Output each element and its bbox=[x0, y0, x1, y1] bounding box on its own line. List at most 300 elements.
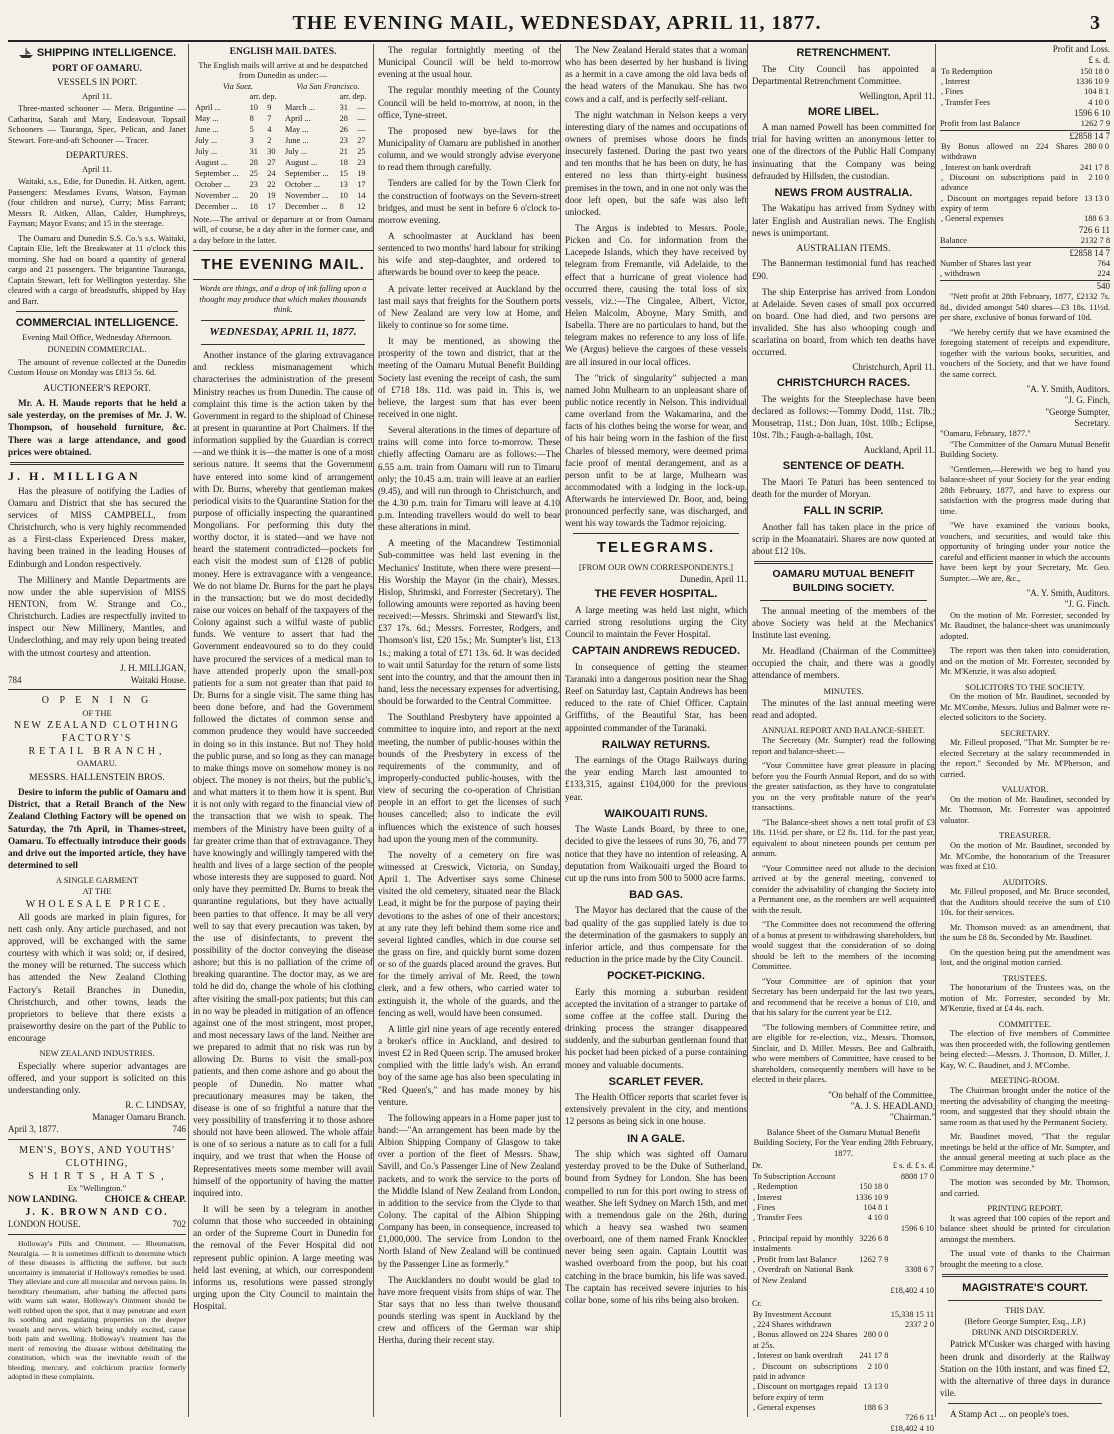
treasurer-heading: TREASURER. bbox=[999, 830, 1051, 841]
cr-label: Cr. bbox=[752, 1299, 763, 1309]
news-para: The regular fortnightly meeting of the Municipal Council will be held to-morrow evening at the usual hour. bbox=[378, 45, 560, 80]
balance-dr-cell bbox=[889, 1203, 935, 1213]
evening-mail-title: THE EVENING MAIL. bbox=[193, 250, 373, 280]
auditor-1: "A. Y. Smith, bbox=[1026, 384, 1075, 395]
mail-date-cell: June ... bbox=[284, 136, 309, 146]
motion-para: The report was then taken into consideration, and on the motion of Mr. Forrester, seconded by Mr. M'Kenzie, it was also adopted. bbox=[940, 646, 1110, 677]
mail-date-cell: August ... bbox=[195, 158, 228, 168]
annual-heading: ANNUAL REPORT AND BALANCE-SHEET. bbox=[762, 725, 925, 736]
mail-date-cell: November ... bbox=[195, 190, 239, 200]
mail-date-cell: April ... bbox=[195, 103, 221, 113]
news-para: The regular monthly meeting of the County Council will be held to-morrow, at noon, in the office, Tyne-street. bbox=[378, 85, 560, 120]
mail-date-cell: 18 bbox=[249, 201, 258, 211]
balance-heading: Balance Sheet of the Oamaru Mutual Benefit Building Society, For the Year ending 28th February, 1877. bbox=[753, 1126, 934, 1158]
oamaru-title: OAMARU. bbox=[77, 758, 117, 769]
hallenstein-name: MESSRS. HALLENSTEIN BROS. bbox=[29, 772, 165, 783]
balance-dr-cell: , Principal repaid by monthly instalments bbox=[753, 1234, 854, 1254]
balance-cr-row bbox=[752, 1362, 935, 1383]
balance-cr-cell bbox=[752, 1424, 858, 1434]
waikouaiti-heading: WAIKOUAITI RUNS. bbox=[604, 807, 708, 820]
printing-heading: PRINTING REPORT. bbox=[987, 1203, 1063, 1214]
mail-date-row bbox=[193, 103, 373, 114]
secretary-heading: SECRETARY. bbox=[1000, 727, 1050, 738]
dunedin-commercial: DUNEDIN COMMERCIAL. bbox=[47, 345, 147, 355]
news-para: The novelty of a cemetery on fire was witnessed at Creswick, Victoria, on Sunday, April 1. The Advertiser says some Chinese visited the old cemetery, situated near the Black Lead, it might be for the purpose of paying their devotions to the ashes of one of their ancestors; at any rate they left behind them some rice and several lighted candles, which in due course set the grass on fire, and quickly burnt some dozen or so of the guards placed around the graves. But for the timely arrival of Mr. Reed, the town clerk, and a few others, who carried water to extinguish it, the whole of the guards, and the fencing as well, would have been consumed. bbox=[378, 849, 560, 1018]
pl-by-sum: 726 6 11 bbox=[1078, 224, 1110, 235]
retrench-heading: RETRENCHMENT. bbox=[796, 47, 891, 59]
arr-dep-2: arr. dep. bbox=[339, 92, 367, 102]
mail-date-cell: 24 bbox=[267, 169, 276, 179]
mail-date-row bbox=[193, 202, 373, 213]
fever-heading: THE FEVER HOSPITAL. bbox=[594, 588, 718, 601]
at-the: AT THE bbox=[82, 886, 112, 897]
balance-cr-cell: , 224 Shares withdrawn bbox=[753, 1320, 832, 1330]
balance-cr-cell bbox=[889, 1403, 935, 1413]
balance-cr-cell: 2 10 0 bbox=[867, 1361, 889, 1371]
secretary-text: Mr. Filleul proposed, "That Mr. Sumpter be re-elected Secretary at the salary recommended in the report." Seconded by Mr. M'Pherson, and carried. bbox=[940, 738, 1110, 779]
pl-cell: , Fines bbox=[941, 87, 964, 97]
mail-date-cell: 8 bbox=[339, 201, 344, 211]
pl-table bbox=[940, 67, 1110, 108]
christchurch-date: Christchurch, April 11. bbox=[852, 362, 935, 373]
pl-row bbox=[940, 67, 1110, 77]
auditors-label: Auditors. bbox=[1076, 384, 1110, 395]
port-title: PORT OF OAMARU. bbox=[52, 63, 142, 74]
report-sig-2: "A. J. S. HEADLAND, bbox=[850, 1101, 935, 1112]
auctioneers-heading: AUCTIONEER'S REPORT. bbox=[43, 383, 151, 394]
balance-cr-cell: 15,338 15 11 bbox=[890, 1309, 934, 1319]
mail-date-cell: 17 bbox=[267, 201, 276, 211]
scrip-heading: FALL IN SCRIP. bbox=[803, 505, 884, 518]
mail-note: Note.—The arrival or departure at or from Oamaru will, of course, be a day after in the former case, and a day before in the latter. bbox=[193, 214, 373, 245]
printing-text: It was agreed that 100 copies of the report and balance sheet should be printed for circulation amongst the members. bbox=[940, 1213, 1110, 1244]
pl-row bbox=[940, 87, 1110, 97]
mail-date-cell: 10 bbox=[249, 103, 258, 113]
hallenstein-ad bbox=[8, 694, 186, 1139]
pocket-heading: POCKET-PICKING. bbox=[607, 970, 705, 983]
pl-by-cell: , Discount on mortgages repaid before expiry of term bbox=[941, 193, 1078, 214]
gas-text: The Mayor has declared that the cause of the bad quality of the gas supplied lately is due to the determination of the gasmakers to supply an inferior article, and thus compensate for the reduction in the price made by the City Council. bbox=[565, 905, 747, 965]
leader-para-1: Another instance of the glaring extravagance and reckless mismanagement which characterises the administration of the present Ministry reaches us from Dunedin. The cause of complaint this time is the action taken by the Government in regard to the shipload of Chinese at present in quarantine at Port Chalmers. If the information supplied by the Guardian is correct—and we think it is—the matter is one of a most serious nature. It seems that the Government have entered into some kind of arrangement with Dr. Burns, whereby that gentleman makes periodical visits to the Quarantine Station for the purpose of officially inspecting the quarantined Mongolians. For performing this duty the worthy doctor, it is stated—and we have not heard the statement contradicted—pockets for each visit the modest sum of £128 of public money. Here is extravagance with a vengeance. We do not blame Dr. Burns for the part he plays in the transaction; but we do most decidedly raise our voices on behalf of the taxpayers of the Colony against such a wilful waste of public funds. We venture to assert that had the Government endeavoured so to do they could have procured the services of a medical man to have attended properly upon the small-pox patients for a sum not greater than that paid to Dr. Burns for a single visit. The same thing has been done before, and had the Government followed the dictates of common sense and common prudence they would have succeeded in doing so in this instance. But no! They hold the public purse, and so long as they can manage to make things move on somehow money is no object. The money is not theirs, but the public's, and what matters it to them how it is spent. But it is not only with regard to the financial view of the transaction that we wish to speak. The members of the Ministry have been guilty of a far greater crime than that of extravagance. They have knowingly and willingly tampered with the health and lives of a large section of the people whose interests they are supposed to guard. Not only have they permitted Dr. Burns to break the quarantine regulations, but they have actually been parties to that offence. It may be all very well to say that every precaution was taken, by the use of disinfectants, to prevent the possibility of the doctor conveying the disease ashore; but this is no palliation of the crime of breaking quarantine. The doctor may, as we are told he did do, change the whole of his clothing after visiting the small-pox patients; but this can in no way be pleaded in mitigation of an offence against one of the most stringent, most proper, and most necessary laws of the land. Neither are we prepared to admit that no risk was run by allowing Dr. Burns to visit the small-pox patients, and then come ashore and go about the people of Dunedin. No matter what precautionary measures may be taken, the disease is one of so frightful a nature that the very possibility of transferring it to those ashore should not have been allowed. The whole affair is one of so serious a nature as to call for a full inquiry, and we trust that when the House of Representatives meets some member will avail himself of the opportunity of having the matter inquired into. bbox=[193, 350, 373, 1198]
balance-dr-cell bbox=[752, 1224, 854, 1234]
balance-dr-row bbox=[752, 1255, 935, 1265]
balance-cr-cell bbox=[889, 1362, 935, 1383]
mail-date-cell: 28 bbox=[249, 158, 258, 168]
hallenstein-text: Desire to inform the public of Oamaru and District, that a Retail Branch of the New Zealand Clothing Factory will be opened on Saturday, the 7th April, in Thames-street, Oamaru. To effectually introduce their goods and drive out the imported article, they have determined to sell bbox=[8, 787, 187, 870]
news-para: It may be mentioned, as showing the prosperity of the town and district, that at the meeting of the Oamaru Mutual Benefit Building Society last evening the receipt of cash, the sum of £718 18s. 11d. was paid in. This is, we believe, the largest sum that has ever been received in one night. bbox=[378, 336, 560, 419]
balance-dr-row bbox=[752, 1265, 935, 1286]
mail-date-cell: 4 bbox=[267, 125, 272, 135]
balance-cr-cell: , Bonus allowed on 224 Shares at 25s. bbox=[753, 1330, 858, 1350]
vessels-date: April 11. bbox=[82, 91, 112, 101]
sumpter-sig: "George Sumpter, bbox=[1045, 406, 1110, 417]
balance-cr-row bbox=[752, 1424, 935, 1434]
pl-by-cell: 13 13 0 bbox=[1084, 193, 1109, 203]
of-the: OF THE bbox=[82, 707, 112, 718]
column-4 bbox=[560, 44, 747, 1417]
via-sf: Via San Francisco. bbox=[296, 81, 360, 91]
mail-date-cell: 27 bbox=[267, 158, 276, 168]
mail-date-cell: May ... bbox=[195, 114, 219, 124]
pl-columns: £ s. d. bbox=[1088, 55, 1110, 66]
gale-heading: IN A GALE. bbox=[627, 1132, 685, 1145]
society-heading: OAMARU MUTUAL BENEFIT BUILDING SOCIETY. bbox=[772, 568, 915, 594]
balance-dr-row bbox=[752, 1203, 935, 1213]
report-para: The Secretary (Mr. Sumpter) read the following report and balance-sheet:— bbox=[752, 736, 935, 756]
commercial-heading: COMMERCIAL INTELLIGENCE. bbox=[15, 317, 179, 330]
mail-date-cell: October ... bbox=[195, 179, 231, 189]
pl-by-row bbox=[940, 142, 1110, 163]
balance-dr-cell: 104 8 1 bbox=[863, 1203, 889, 1213]
mail-date-row bbox=[193, 114, 373, 125]
gale-text: The ship which was sighted off Oamaru yesterday proved to be the Duke of Sutherland, bound from Sydney for London. She has been compelled to run for this port owing to stress of weather. She left Sydney on March 15th, and met with a tremendous gale on the 26th, during which a heavy sea washed two seamen overboard, one of them named Frank Knockler never being seen again. Captain Louttit was washed overboard from the poop, but his coat catching in the brace bumkin, his life was saved. The captain has received severe injuries to his collar bone, some of his ribs being also broken. bbox=[565, 1149, 747, 1305]
masthead-title: THE EVENING MAIL, WEDNESDAY, APRIL 11, 1877. bbox=[292, 12, 822, 34]
minutes-text: The minutes of the last annual meeting were read and adopted. bbox=[752, 697, 935, 720]
own-correspondents: [FROM OUR OWN CORRESPONDENTS.] bbox=[579, 562, 733, 573]
pl-sum: 1596 6 10 bbox=[1074, 107, 1110, 118]
mail-date-cell: December ... bbox=[195, 201, 238, 211]
society-para: Mr. Headland (Chairman of the Committee) occupied the chair, and there was a goodly attendance of members. bbox=[752, 646, 935, 681]
scarlet-heading: SCARLET FEVER. bbox=[608, 1075, 704, 1088]
aus-items-text-2: The ship Enterprise has arrived from London at Adelaide. Seven cases of small pox occurred on board. One had died, and two persons are invalided. She has also whooping cough and scarlatina on board, from which ten deaths have occurred. bbox=[752, 286, 935, 358]
trustees-text: The honorarium of the Trustees was, on the motion of Mr. Forrester, seconded by Mr. M'Kenzie, fixed at £4 4s. each. bbox=[940, 983, 1110, 1014]
vessels-text: Three-masted schooner — Mera. Brigantine — Catharina, Sarah and Mary, Endeavour. Topsail Schooners — Tauranga, Spec, Pelican, and Janet Stewart. Fore-and-aft Schooner — Tracer. bbox=[8, 104, 186, 145]
mail-date-cell: 15 bbox=[339, 169, 348, 179]
brown-name: J. K. BROWN AND CO. bbox=[25, 1207, 169, 1219]
balance-cr-cell bbox=[889, 1351, 935, 1361]
races-heading: CHRISTCHURCH RACES. bbox=[776, 377, 911, 390]
mail-date-cell: March ... bbox=[284, 103, 315, 113]
choice-cheap: CHOICE & CHEAP. bbox=[104, 1194, 186, 1205]
balance-cr-cell: 726 6 11 bbox=[905, 1413, 934, 1423]
balance-cr-row bbox=[752, 1330, 935, 1351]
leader-para-2: It will be seen by a telegram in another column that those who succeeded in obtaining an order of the Supreme Court in Dunedin for the removal of the Fever Hospital did not represent public opinion. A large meeting was held last evening, at which, our correspondent informs us, resolutions were passed strongly urging upon the City Council to maintain the Hospital. bbox=[193, 1203, 373, 1312]
australia-heading: NEWS FROM AUSTRALIA. bbox=[774, 186, 913, 199]
meeting-text: The Chairman brought under the notice of the meeting the advisability of changing the meeting-room, and suggested that they should obtain the same room as that used by the Permanent Society. bbox=[940, 1086, 1110, 1127]
cr-table bbox=[752, 1310, 935, 1434]
committee-heading: COMMITTEE. bbox=[998, 1018, 1052, 1029]
balance-dr-cell bbox=[889, 1213, 935, 1223]
nz-industries: NEW ZEALAND INDUSTRIES. bbox=[39, 1048, 155, 1059]
shares-withdrawn-value: 224 bbox=[1097, 269, 1110, 279]
news-para: The night watchman in Nelson keeps a very interesting diary of the names and occupations of owners of premises whose doors he finds insecurely fastened. During the past two years and ten months that he has been on duty, he has entered no less than thirty-eight business premises in the town, and in one not only was the door left open, but the safe was also left unlocked. bbox=[565, 109, 747, 217]
milligan-text: Has the pleasure of notifying the Ladies of Oamaru and District that she has secured the services of MISS CAMPBELL, from Christchurch, who is very highly recommended as a First-class Experienced Dress maker, having been trained in the leading Houses of Edinburgh and London respectively. bbox=[8, 485, 186, 569]
dr-label: Dr. bbox=[752, 1161, 763, 1171]
pl-cell: 104 8 1 bbox=[1084, 87, 1109, 97]
column-3 bbox=[373, 44, 560, 1417]
balance-dr-cell bbox=[889, 1182, 935, 1192]
page-number: 3 bbox=[1090, 12, 1100, 34]
motion-para: On the motion of Mr. Forrester, seconded by Mr. Baudinet, the balance-sheet was unanimously adopted. bbox=[940, 610, 1110, 641]
departures-date: April 11. bbox=[82, 164, 112, 174]
balance-cr-cell: , General expenses bbox=[753, 1403, 816, 1412]
arr-dep-1: arr. dep. bbox=[249, 92, 277, 102]
mail-date-cell: 22 bbox=[267, 179, 276, 189]
secretary-label: Secretary. bbox=[1074, 417, 1110, 428]
mail-date-cell: 30 bbox=[267, 147, 276, 157]
shares-last-value: 764 bbox=[1097, 258, 1110, 268]
report-para: "The Committee does not recommend the offering of a bonus at present to withdrawing shareholders, but would suggest that the consideration of so doing should be left to the members of the incoming Committee. bbox=[752, 920, 935, 972]
pl-by-cell: By Bonus allowed on 224 Shares withdrawn bbox=[941, 141, 1078, 162]
dr-table bbox=[752, 1172, 935, 1296]
ex-wellington: Ex "Wellington." bbox=[67, 1183, 127, 1194]
pl-cell: , Transfer Fees bbox=[941, 97, 991, 107]
pl-cell: To Redemption bbox=[941, 66, 993, 76]
balance-cr-row bbox=[752, 1403, 935, 1413]
mail-date-cell: 19 bbox=[267, 190, 276, 200]
pl-total-2: £2858 14 7 bbox=[940, 247, 1110, 259]
pl-by-cell: , Discount on subscriptions paid in advance bbox=[941, 173, 1078, 193]
mail-date-cell: 12 bbox=[357, 201, 366, 211]
railway-text: The earnings of the Otago Railways during the year ending March last amounted to £133,315, against £104,000 for the previous year. bbox=[565, 755, 747, 802]
balance-cr-cell: , Discount on mortgages repaid before expiry of term bbox=[753, 1382, 858, 1402]
column-6 bbox=[935, 44, 1110, 1420]
mail-date-cell: 18 bbox=[339, 158, 348, 168]
pl-cell: 150 18 0 bbox=[1079, 66, 1109, 76]
report-para: "Your Committee need not allude to the decision arrived at by the general meeting, convened to consider the advisability of changing the Society into a Permanent one, as the members are well acquainted with the result. bbox=[752, 863, 935, 915]
printing-text-2: The usual vote of thanks to the Chairman brought the meeting to a close. bbox=[940, 1249, 1110, 1269]
mail-intro: The English mails will arrive at and be despatched from Dunedin as under:— bbox=[198, 60, 368, 81]
balance-cr-cell: 280 0 0 bbox=[863, 1330, 889, 1340]
balance-dr-cell bbox=[854, 1224, 889, 1234]
london-house: LONDON HOUSE. bbox=[8, 1219, 81, 1230]
mail-date-cell: 5 bbox=[249, 125, 254, 135]
mail-date-cell: 3 bbox=[249, 136, 254, 146]
mail-date-cell: July ... bbox=[284, 147, 308, 157]
society-para: The annual meeting of the members of the above Society was held at the Mechanics' Institute last evening. bbox=[752, 605, 935, 641]
pocket-text: Early this morning a suburban resident accepted the invitation of a stranger to partake of some coffee at the coffee stall. During the drinking process the stranger disappeared suddenly, and the suburban gentleman found that his pocket had been picked of a purse containing money and valuable documents. bbox=[565, 986, 747, 1070]
news-para: The Southland Presbytery have appointed a committee to inquire into, and report at the next meeting, the number of public-houses within the bounds of the Presbytery in excess of the requirements of the community, and of improperly-conducted public-houses, with the view of securing the co-operation of Christian people in an effort to get the licenses of such houses cancelled; also to indicate the evil influences which the existence of such houses had upon the young men of the community. bbox=[378, 712, 560, 844]
mail-date-row bbox=[193, 147, 373, 158]
auditor-1b: "A. Y. Smith, bbox=[1026, 588, 1075, 599]
money-columns: £ s. d. £ s. d. bbox=[892, 1161, 935, 1171]
treasurer-text: On the motion of Mr. Baudinet, seconded by Mr. M'Combe, the honorarium of the Treasurer was fixed at £10. bbox=[940, 841, 1110, 872]
mens-clothing: MEN'S, BOYS, AND YOUTHS' CLOTHING, bbox=[19, 1144, 175, 1169]
balance-dr-cell: 1262 7 9 bbox=[859, 1254, 889, 1264]
wholesale-text: All goods are marked in plain figures, for nett cash only. Any article purchased, and not approved, will be exchanged with the same courtesy with which it was sold; or, if desired, the money will be returned. The success which has attended the New Zealand Clothing Factory's Retail Branches in Dunedin, Christchurch, and other towns, leads the proprietors to believe that there exists a praiseworthy desire on the part of the Public to encourage bbox=[8, 911, 186, 1044]
magistrates-heading: MAGISTRATE'S COURT. bbox=[962, 1282, 1088, 1295]
mail-date-cell: 8 bbox=[249, 114, 254, 124]
solicitors-text: On the motion of Mr. Baudinet, seconded by Mr. M'Combe, Messrs. Julius and Balmer were re-elected solicitors to the Society. bbox=[940, 692, 1110, 723]
ship-icon bbox=[18, 47, 34, 59]
trustees-heading: TRUSTEES. bbox=[1002, 972, 1048, 983]
libel-text: A man named Powell has been committed for trial for having written an anonymous letter to one of the directors of the Public Hall Company insinuating that the Company was being defrauded by Hillsden, the custodian. bbox=[752, 122, 935, 181]
balance-dr-row bbox=[752, 1182, 935, 1192]
mail-date-row bbox=[193, 125, 373, 136]
mail-date-cell: November ... bbox=[284, 190, 329, 200]
wholesale-price: WHOLESALE PRICE. bbox=[25, 898, 169, 910]
pl-by-cell: 2 10 0 bbox=[1088, 173, 1109, 183]
mail-date-cell: 25 bbox=[249, 169, 258, 179]
death-heading: SENTENCE OF DEATH. bbox=[782, 460, 905, 473]
mail-date-cell: 7 bbox=[267, 114, 272, 124]
balance-cr-row bbox=[752, 1382, 935, 1403]
mail-date-row bbox=[193, 180, 373, 191]
oamaru-date: "Oamaru, February, 1877." bbox=[940, 429, 1031, 439]
balance-dr-row bbox=[752, 1286, 935, 1296]
news-para: The "trick of singularity" subjected a man named John Mulhearn to an unpleasant share of public notice recently in Nelson. This individual came overland from the Wakamarina, and the facts of his clothes being the worse for wear, and of his hair being worn in the fashion of the first Charles of blessed memory, were deemed prima facie proof of mental derangement, and as a person unfit to be at large, Mulhearn was accommodated with a lodging in the lock-up. Afterwards he interviewed Dr. Boor, and, being pronounced perfectly sane, was discharged, and went his way towards the Tadmor rejoicing. bbox=[565, 372, 747, 529]
meeting-text-2: Mr. Baudinet moved, "That the regular meetings be held at the office of Mr. Sumpter, and the annual general meeting at such place as the Committee may determine." bbox=[940, 1132, 1110, 1173]
report-para: "Your Committee are of opinion that your Secretary has been underpaid for the last two years, and recommend that he receive a bonus of £10, and that his salary for the current year be £12. bbox=[752, 976, 935, 1018]
balance-cr-cell: 2337 2 0 bbox=[904, 1320, 934, 1330]
balance-dr-cell: 3308 6 7 bbox=[904, 1265, 934, 1275]
lindsay-date: April 3, 1877. bbox=[8, 1123, 59, 1134]
balance-dr-cell bbox=[889, 1255, 935, 1265]
fever-text: A large meeting was held last night, which carried strong resolutions urging the City Council to maintain the Fever Hospital. bbox=[565, 604, 747, 640]
mail-date-cell: 20 bbox=[249, 190, 258, 200]
mail-date-row bbox=[193, 158, 373, 169]
balance-dr-cell bbox=[752, 1286, 854, 1296]
pl-profit-last-value: 1262 7 9 bbox=[1080, 119, 1110, 129]
auditor-2: "J. G. Finch, bbox=[1064, 395, 1110, 406]
drunk-heading: DRUNK AND DISORDERLY. bbox=[971, 1327, 1079, 1338]
column-1 bbox=[8, 44, 186, 1417]
pl-by-cell: , Interest on bank overdraft bbox=[941, 162, 1032, 172]
mail-date-cell: October ... bbox=[284, 179, 320, 189]
australia-text: The Wakatipu has arrived from Sydney with later English and Australian news. The English news is unimportant. bbox=[752, 203, 935, 238]
balance-dr-row bbox=[752, 1193, 935, 1203]
news-para: Several alterations in the times of departure of trains will come into force to-morrow. These chiefly affecting Oamaru are as follows:—The 6.55 a.m. train from Oamaru will run to Timaru only; the 10.45 a.m. train will leave at an earlier (9.45), and will run through to Christchurch, and the 4.30 p.m. train for Timaru will leave at 4.10 p.m. Intending travellers would do well to bear these alterations in mind. bbox=[378, 425, 560, 533]
balance-dr-cell: 1336 10 9 bbox=[855, 1192, 889, 1202]
balance-cr-cell bbox=[858, 1413, 889, 1423]
pl-by-table bbox=[940, 142, 1110, 225]
retrench-text: The City Council has appointed a Departmental Retrenchment Committee. bbox=[752, 63, 935, 86]
balance-dr-cell: , Interest bbox=[753, 1192, 783, 1202]
scarlet-text: The Health Officer reports that scarlet fever is extensively prevalent in the city, and mentions 12 persons as being sick in one house. bbox=[565, 1092, 747, 1127]
mail-dates-table bbox=[193, 82, 373, 213]
single-garment: A SINGLE GARMENT bbox=[55, 875, 139, 886]
balance-cr-row bbox=[752, 1320, 935, 1330]
pl-row bbox=[940, 77, 1110, 87]
balance-dr-row bbox=[752, 1224, 935, 1234]
balance-cr-row bbox=[752, 1351, 935, 1361]
balance-dr-cell bbox=[889, 1234, 935, 1255]
mail-date-cell: April ... bbox=[284, 114, 311, 124]
drunk-text: Patrick M'Cusker was charged with having been drunk and disorderly at the Railway Station on the 10th instant, and was fined £2, with the alternative of three days in durance vile. bbox=[940, 1339, 1110, 1398]
mail-dates-heading: ENGLISH MAIL DATES. bbox=[229, 47, 337, 57]
meeting-heading: MEETING-ROOM. bbox=[990, 1075, 1060, 1086]
mail-date-cell: 17 bbox=[357, 179, 366, 189]
nz-clothing-title: NEW ZEALAND CLOTHING FACTORY'S bbox=[14, 719, 180, 744]
column-5 bbox=[747, 44, 935, 1433]
auditors-text: Mr. Filleul proposed, and Mr. Bruce seconded, that the Auditors should receive the sum of £10 10s. for their services. bbox=[940, 887, 1110, 918]
pl-by-cell: 241 17 8 bbox=[1079, 162, 1109, 172]
shipping-heading: SHIPPING INTELLIGENCE. bbox=[8, 46, 186, 61]
lindsay-role: Manager Oamaru Branch. bbox=[92, 1111, 186, 1122]
milligan-signature: J. H. MILLIGAN, bbox=[120, 662, 186, 673]
balance-dr-row bbox=[752, 1172, 935, 1182]
balance-dr-cell: , Fines bbox=[753, 1203, 776, 1213]
balance-dr-cell: 4 10 0 bbox=[867, 1213, 889, 1223]
news-para: A schoolmaster at Auckland has been sentenced to two months' hard labour for striking his wife and step-daughter, and ordered to afterwards be bound over to keep the peace. bbox=[378, 230, 560, 278]
retail-branch-title: RETAIL BRANCH, bbox=[28, 746, 166, 758]
balance-dr-cell bbox=[854, 1172, 889, 1182]
mail-date-cell: 28 bbox=[339, 114, 348, 124]
mail-date-cell: 23 bbox=[339, 136, 348, 146]
lindsay-number: 746 bbox=[172, 1123, 186, 1134]
news-para: A little girl nine years of age recently entered a broker's office in Auckland, and desired to invest £2 in Red Queen scrip. The amused broker complied with the little lady's wish. An errand boy of the same age has also been speculating in "Red Queen's," and has made money by his venture. bbox=[378, 1023, 560, 1107]
report-para: "Your Committee have great pleasure in placing before you the Fourth Annual Report, and do so with the greater satisfaction, as they have to congratulate you on the very profitable nature of the year's transactions. bbox=[752, 761, 935, 813]
waikouaiti-text: The Waste Lands Board, by three to one, decided to give the lessees of runs 30, 76, and 77 notice that they have no intention of releasing. A deputation from Waikouaiti urged the Board to cut up the runs into from 500 to 5000 acre farms. bbox=[565, 824, 747, 883]
lindsay-signature: R. C. LINDSAY, bbox=[125, 1099, 186, 1110]
mail-date-cell: May ... bbox=[284, 125, 309, 135]
balance-cr-cell bbox=[858, 1320, 889, 1330]
pl-row bbox=[940, 98, 1110, 108]
letter-para: "Gentlemen,—Herewith we beg to hand you balance-sheet of your Society for the year ending 28th February, 1877, and have to express our satisfaction with the progress made during that time. bbox=[940, 464, 1110, 516]
mail-date-cell: 19 bbox=[357, 169, 366, 179]
aus-items-heading: AUSTRALIAN ITEMS. bbox=[796, 243, 891, 254]
balance-cr-cell: 241 17 8 bbox=[859, 1351, 889, 1361]
balance-cr-cell bbox=[889, 1382, 935, 1403]
mail-date-cell: 2 bbox=[267, 136, 272, 146]
mail-date-cell: 21 bbox=[339, 147, 348, 157]
pl-balance: Balance bbox=[940, 236, 967, 246]
mail-date-cell: — bbox=[357, 114, 366, 124]
mail-date-cell: July ... bbox=[195, 147, 218, 157]
balance-cr-cell: 188 6 3 bbox=[863, 1403, 889, 1412]
pl-by-cell: 188 6 3 bbox=[1084, 214, 1109, 224]
balance-cr-cell bbox=[858, 1310, 889, 1320]
mail-date-cell: — bbox=[357, 103, 366, 113]
wellington-date: Wellington, April 11. bbox=[859, 90, 935, 101]
balance-cr-cell: , Discount on subscriptions paid in advance bbox=[753, 1361, 858, 1381]
report-sig-3: "Chairman." bbox=[889, 1112, 935, 1123]
balance-dr-cell bbox=[889, 1193, 935, 1203]
andrews-heading: CAPTAIN ANDREWS REDUCED. bbox=[571, 645, 741, 658]
via-suez: Via Suez. bbox=[222, 81, 254, 91]
balance-dr-cell: , Transfer Fees bbox=[753, 1213, 803, 1223]
pl-balance-value: 2132 7 8 bbox=[1080, 236, 1110, 246]
balance-cr-row bbox=[752, 1413, 935, 1423]
balance-dr-cell: 8808 17 0 bbox=[900, 1171, 934, 1181]
mail-date-cell: — bbox=[357, 125, 366, 135]
pl-cell: , Interest bbox=[941, 76, 971, 86]
balance-cr-cell bbox=[858, 1424, 889, 1434]
pl-by-cell: 280 0 0 bbox=[1084, 141, 1109, 151]
news-para: Tenders are called for by the Town Clerk for the construction of footways on the Severn-street bridges, and must be sent in before 6 o'clock to-morrow evening. bbox=[378, 178, 560, 225]
scrip-text: Another fall has taken place in the price of scrip in the Moanatairi. Shares are now quoted at about £12 10s. bbox=[752, 521, 935, 556]
customs-text: The amount of revenue collected at the Dunedin Custom House on Monday was £813 5s. 6d. bbox=[8, 357, 186, 378]
balance-cr-cell: By Investment Account bbox=[753, 1309, 832, 1319]
shirts-hats: S H I R T S , H A T S , bbox=[28, 1170, 166, 1182]
auditors-text-3: On the question being put the amendment was lost, and the original motion carried. bbox=[940, 947, 1110, 968]
commercial-office: Evening Mail Office, Wednesday Afternoon. bbox=[22, 332, 172, 342]
milligan-text-2: The Millinery and Mantle Departments are now under the able supervision of MISS HENTON, from W. Strange and Co., Christchurch. Ladies are respectfully invited to inspect our New Millinery, Mantles, and Underclothing, and may rely upon being treated with the utmost courtesy and attention. bbox=[8, 574, 186, 658]
brown-ad bbox=[8, 1144, 186, 1236]
report-para: "The Balance-sheet shows a nett total profit of £3 18s. 11½d. per share, or £2 8s. 11d. for the past year, equivalent to about nineteen pounds per centum per annum. bbox=[752, 817, 935, 859]
auditors-heading: AUDITORS. bbox=[1002, 876, 1048, 887]
valuator-text: On the motion of Mr. Baudinet, seconded by Mr. Thomson, Mr. Forrester was appointed valuator. bbox=[940, 794, 1110, 825]
balance-cr-cell: , Interest on bank overdraft bbox=[753, 1351, 844, 1361]
balance-cr-cell bbox=[752, 1413, 858, 1423]
auctioneers-text: Mr. A. H. Maude reports that he held a sale yesterday, on the premises of Mr. J. W. Thompson, of household furniture, &c. There was a large attendance, and good prices were obtained. bbox=[8, 398, 186, 457]
balance-cr-cell: 13 13 0 bbox=[863, 1382, 889, 1392]
mail-date-cell: December ... bbox=[284, 201, 328, 211]
libel-heading: MORE LIBEL. bbox=[808, 105, 879, 118]
departures-title: DEPARTURES. bbox=[65, 151, 129, 162]
pl-by-row bbox=[940, 214, 1110, 224]
leader-dateline: WEDNESDAY, APRIL 11, 1877. bbox=[209, 325, 357, 338]
vessels-title: VESSELS IN PORT. bbox=[56, 78, 138, 89]
auditors-text-2: Mr. Thomson moved: as an amendment, that the sum be £8 8s. Seconded by Mr. Baudinet. bbox=[940, 922, 1110, 943]
news-para: The Aucklanders no doubt would be glad to have more frequent visits from ships of war. The Star says that no less than twelve thousand pounds sterling was spent in Auckland by the crew and officers of the German war ship Hertha, during their recent stay. bbox=[378, 1274, 560, 1346]
masthead bbox=[8, 6, 1106, 42]
now-landing: NOW LANDING. bbox=[8, 1194, 78, 1205]
balance-dr-cell: , Overdraft on National Bank of New Zealand bbox=[753, 1265, 854, 1285]
balance-dr-cell: , Redemption bbox=[753, 1182, 798, 1192]
mail-date-cell: 31 bbox=[249, 147, 258, 157]
mail-date-cell: 23 bbox=[249, 179, 258, 189]
